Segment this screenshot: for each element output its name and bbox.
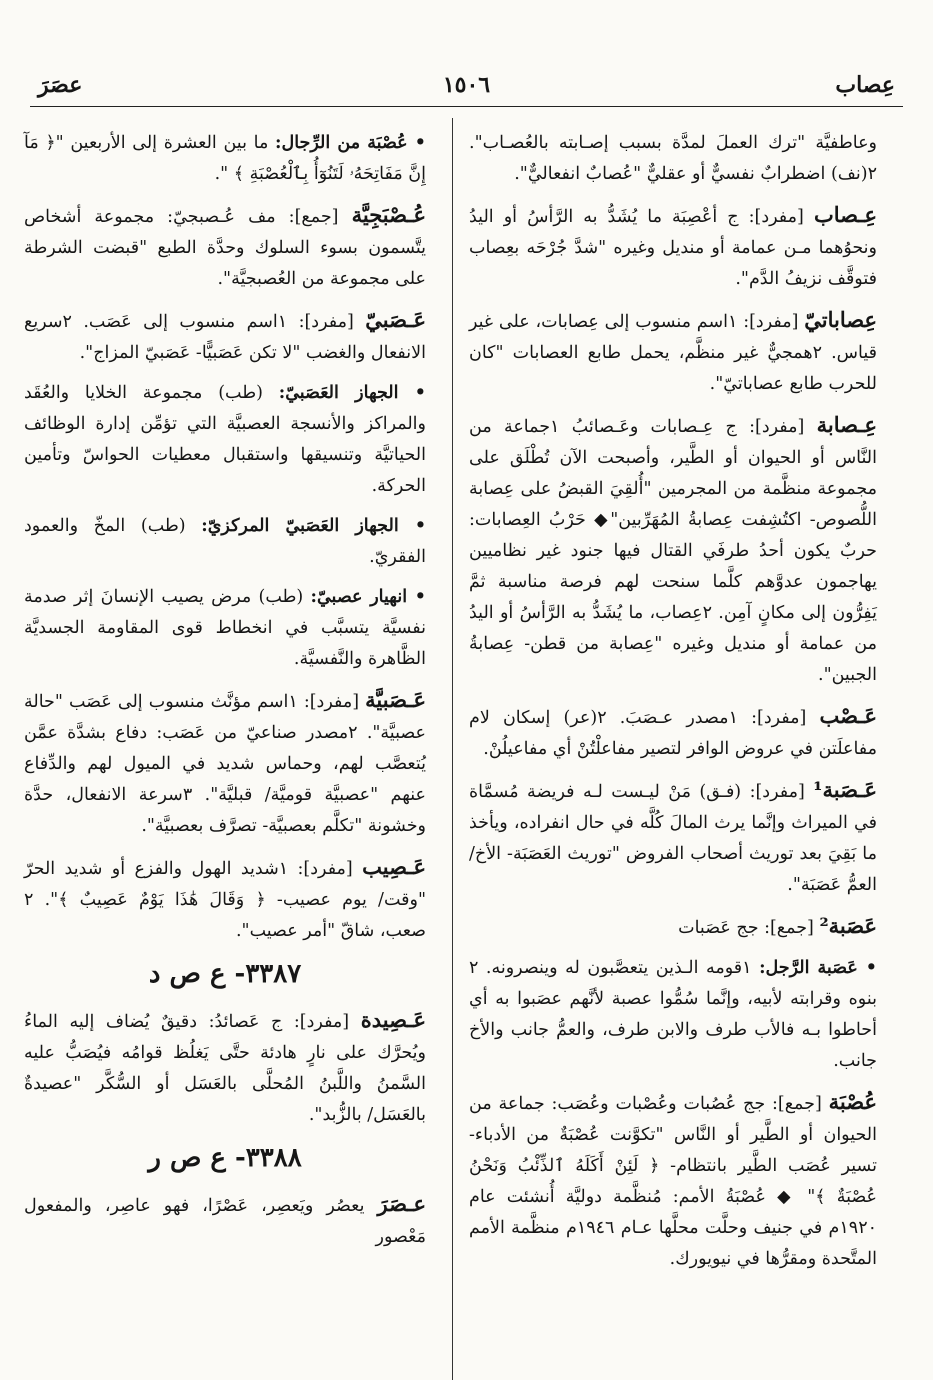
sub-entry-title: • انهيار عصبيّ: [310, 587, 426, 607]
entry-headword: عَـصَبيَّة [365, 687, 426, 712]
dictionary-entry [469, 774, 877, 901]
entry-text: [مفرد]: (فـق) مَنْ ليـست لـه فريضة مُسمَّاة في الميراث وإنَّما يرث المالَ كُلَّه في حال انفراده، ويأخذ ما بَقِيَ بعد توريث أصحاب الفروض "توريث العَصَبَة- الأخ/ العمُّ عَصَبَة". [469, 782, 877, 895]
dictionary-sub-entry [24, 128, 426, 190]
entry-headword: عـصَرَ [377, 1191, 426, 1216]
entry-text: [جمع]: جج عُصُبات وعُصْبات وعُصَب: جماعة من الحيوان أو الطَّير أو النَّاس "تكوَّنت عُصْبَةٌ من الأدباء- تسير عُصَب الطَّير بانتظام- ﴿ لَئِنْ أَكَلَهُ ٱلذِّئْبُ وَنَحْنُ عُصْبَةٌ ﴾" ◆ عُصْبَةُ الأمم: مُنظَّمة دوليَّة أُنشئت عام ١٩٢٠م في جنيف وحلَّت محلَّها عـام ١٩٤٦م منظَّمة الأمم المتَّحدة ومقرُّها في نيويورك. [469, 1094, 877, 1269]
dictionary-entry [24, 684, 426, 842]
entry-text: [مفرد]: ١شديد الهول والفزع أو شديد الحرّ "وقت/ يوم عصيب- ﴿ وَقَالَ هَٰذَا يَوْمٌ عَصِيبٌ ﴾". ٢ صعب، شاقّ "أمر عصيب". [24, 859, 426, 941]
dictionary-entry [469, 128, 877, 190]
entry-text: [جمع]: جج عَصَبات [678, 918, 814, 938]
dictionary-entry [24, 199, 426, 295]
entry-headword: عَصَبة² [819, 913, 877, 938]
entry-text: [مفرد]: ١اسم منسوب إلى عَصَب. ٢سريع الانفعال والغضب "لا تكن عَصَبيًّا- عَصَبيّ المزاج". [24, 312, 426, 363]
sub-entry-title: • الجهاز العَصَبيّ المركزيّ: [201, 516, 426, 536]
entry-headword: عَـصَبة¹ [813, 777, 877, 802]
entry-text: [مفرد]: ج عِـصابات وعَـصائبُ ١جماعة من النَّاس أو الحيوان أو الطَّير، وأصبحت الآن تُطْلَق على مجموعة منظَّمة من المجرمين "أُلقِيَ القبضُ على عِصابة اللُّصوص- اكتُشِفت عِصابةُ المُهَرِّبين"◆ حَرْبُ العِصابات: حربٌ يكون أحدُ طرفَي القتال فيها جنود غير نظاميين يهاجمون عدوَّهم كلَّما سنحت لهم فرصة مناسبة ثمَّ يَفِرُّون إلى مكانٍ آمِن. ٢عِصاب، ما يُشَدُّ به الرَّأسُ أو اليدُ من عمامة أو منديل وغيره "عِصابة من قطن- عِصابةُ الجبين". [469, 417, 878, 685]
header-guide-word-right: عِصاب [835, 72, 895, 98]
entry-headword: عُصْبَة [828, 1089, 877, 1114]
dictionary-entry [469, 910, 877, 944]
dictionary-sub-entry [469, 953, 877, 1077]
entry-headword: عَـصَبيّ [365, 307, 426, 332]
entry-text: [مفرد]: ج عَصائدُ: دقيقٌ يُضاف إليه الماءُ ويُحرَّك على نارٍ هادئة حتَّى يَغلُظ قوامُه فيُصَبُّ عليه السَّمنُ واللَّبنُ المُحلَّى بالعَسَل أو السُّكَّر "عصيدةٌ بالعَسَل/ بالزُّبد". [24, 1012, 426, 1125]
sub-entry-title: • الجهاز العَصَبيّ: [278, 383, 426, 403]
dictionary-entry [469, 700, 877, 765]
dictionary-sub-entry [24, 582, 426, 675]
entry-headword: عِـصاب [813, 202, 877, 227]
entry-text: ١قومه الـذين يتعصَّبون له وينصرونه. ٢ بنوه وقرابته لأبيه، وإنَّما سُمُّوا عصبة لأنَّهم عصَبوا به أي أحاطوا بـه فالأب طرف والابن طرف، والعمُّ جانب والأخ جانب. [469, 958, 877, 1071]
header-guide-word-left: عصَرَ [38, 72, 83, 98]
dictionary-entry [24, 851, 426, 947]
dictionary-entry [24, 1004, 426, 1131]
entry-text: [مفرد]: ١مصدر عـصَبَ. ٢(عر) إسكان لام مفاعلَتن في عروض الوافر لتصير مفاعلْتُنْ أي مفاعيلُنْ. [469, 708, 877, 759]
entry-headword: عُـصْبَجِيَّة [351, 202, 426, 227]
dictionary-entry [469, 1086, 877, 1275]
column-divider [452, 118, 453, 1380]
entry-text: [جمع]: مف عُـصبجيّ: مجموعة أشخاص يتَّسمون بسوء السلوك وحدَّة الطبع "قبضت الشرطة على مجموعة من العُصبجيَّة". [24, 207, 426, 289]
dictionary-sub-entry [24, 511, 426, 573]
page-header [30, 66, 903, 107]
entry-text: (طب) المخّ والعمود الفقريّ. [24, 516, 426, 567]
entry-headword: عِـصابة [816, 412, 877, 437]
entry-headword: عِصاباتيّ [804, 307, 877, 332]
entry-text: وعاطفيَّة "ترك العملَ لمدَّة بسبب إصـابته بالعُصـاب". ٢(نف) اضطرابٌ نفسيٌّ أو عقليٌّ "عُصابٌ انفعاليٌّ". [469, 133, 877, 184]
dictionary-entry [469, 409, 877, 691]
dictionary-entry [24, 1188, 426, 1253]
entry-text: ما بين العشرة إلى الأربعين "﴿ مَآ إِنَّ مَفَاتِحَهُۥ لَتَنُوٓأُ بِٱلْعُصْبَةِ ﴾ ". [24, 133, 426, 184]
sub-entry-title: • عُصْبَة من الرِّجال: [275, 133, 426, 153]
dictionary-sub-entry [24, 378, 426, 502]
entry-text: (طب) مجموعة الخلايا والعُقَد والمراكز والأنسجة العصبيَّة التي تؤمِّن إدارة الوظائف الحياتيَّة وتنسيقها واستقبال معطيات الحواسّ وتأمين الحركة. [24, 383, 426, 496]
root-section-heading: ٣٣٨٨- ع ص ر [148, 1143, 302, 1173]
sub-entry-title: • عَصَبة الرَّجل: [759, 958, 877, 978]
root-section-heading: ٣٣٨٧- ع ص د [148, 959, 302, 989]
entry-headword: عَـصِيدة [360, 1007, 426, 1032]
entry-headword: عَـصْب [819, 703, 877, 728]
entry-text: [مفرد]: ج أعْصِبَة ما يُشَدُّ به الرَّأسُ أو اليدُ ونحوُهما مـن عمامة أو منديل وغيره "شدَّ جُرْحَه بعِصاب فتوقَّف نزيفُ الدَّم". [469, 207, 877, 289]
dictionary-entry [469, 199, 877, 295]
dictionary-entry [24, 304, 426, 369]
entry-text: [مفرد]: ١اسم منسوب إلى عِصابات، على غير قياس. ٢همجيٌّ غير منظَّم، يحمل طابع العصابات "كان للحرب طابع عصاباتيّ". [469, 312, 878, 394]
left-column [24, 128, 426, 1262]
page-number: ١٥٠٦ [442, 72, 491, 98]
dictionary-entry [469, 304, 877, 400]
entry-text: [مفرد]: ١اسم مؤنَّث منسوب إلى عَصَب "حالة عصبيَّة". ٢مصدر صناعيّ من عَصَب: دفاع بشدَّة عمَّن يُتعصَّب لهم، وحماس شديد في الميول لهم والدِّفاع عنهم "عصبيَّة قوميَّة/ قبليَّة". ٣سرعة الانفعال، حدَّة وخشونة "تكلَّم بعصبيَّة- تصرَّف بعصبيَّة". [24, 692, 426, 836]
right-column [469, 128, 877, 1284]
entry-text: يعصُر ويَعصِر، عَصْرًا، فهو عاصِر، والمفعول مَعْصور [24, 1196, 426, 1247]
entry-headword: عَـصِيب [362, 854, 426, 879]
entry-text: (طب) مرض يصيب الإنسانَ إثر صدمة نفسيَّة يتسبَّب في انخطاط قوى المقاومة الجسديَّة الظَّاهرة والنَّفسيَّة. [24, 587, 426, 669]
